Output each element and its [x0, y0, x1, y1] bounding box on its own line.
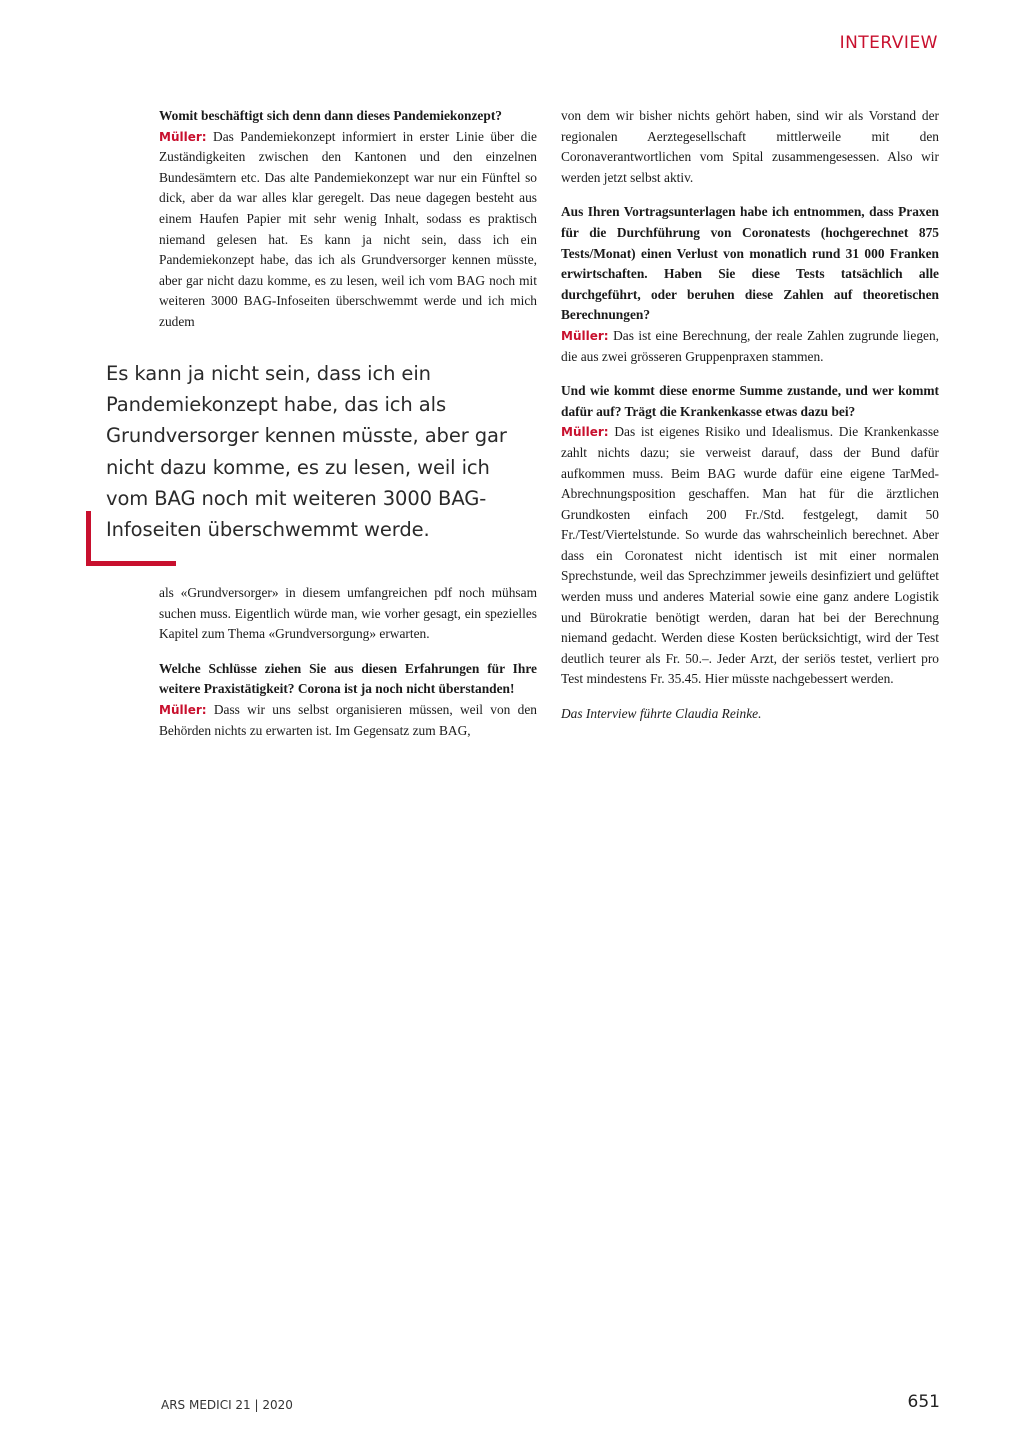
answer-2-continued: von dem wir bisher nichts gehört haben, sind wir als Vorstand der regionalen Aerztegesellschaft mittlerweile mit den Coronaverantwortlichen vom Spital zusammengesessen. Also wir werden jetzt selbst aktiv.: [561, 108, 939, 185]
right-column: [561, 106, 939, 739]
question-3: Aus Ihren Vortragsunterlagen habe ich entnommen, dass Praxen für die Durchführung von Coronatests (hochgerechnet 875 Tests/Monat) einen Verlust von monatlich rund 31 000 Franken erwirtschaften. Haben Sie diese Tests tatsächlich alle durchgeführt, oder beruhen diese Zahlen auf theoretischen Berechnungen?: [561, 204, 939, 323]
speaker-label: Müller:: [159, 129, 207, 144]
page-number: 651: [907, 1392, 940, 1412]
pull-quote-bracket-horizontal: [86, 561, 176, 566]
answer-1-continued: als «Grundversorger» in diesem umfangreichen pdf noch mühsam suchen muss. Eigentlich würde man, wie vorher gesagt, ein spezielles Kapitel zum Thema «Grundversorgung» erwarten.: [159, 585, 537, 642]
question-4: Und wie kommt diese enorme Summe zustande, und wer kommt dafür auf? Trägt die Krankenkasse etwas dazu bei?: [561, 383, 939, 419]
pull-quote-bracket-vertical: [86, 511, 91, 566]
speaker-label: Müller:: [561, 328, 609, 343]
interview-block-2: [159, 659, 537, 741]
interview-credit: Das Interview führte Claudia Reinke.: [561, 706, 762, 722]
left-column-top: [159, 106, 537, 347]
interview-block-3: [561, 202, 939, 367]
journal-footer: ARS MEDICI 21 | 2020: [161, 1398, 293, 1412]
section-label: INTERVIEW: [839, 33, 938, 53]
pull-quote: Es kann ja nicht sein, dass ich ein Pandemiekonzept habe, das ich als Grundversorger kennen müsste, aber gar nicht dazu komme, es zu lesen, weil ich vom BAG noch mit weiteren 3000 BAG-Infoseiten überschwemmt werde.: [106, 362, 507, 542]
answer-4: Das ist eigenes Risiko und Idealismus. Die Krankenkasse zahlt nichts dazu; sie verweist darauf, dass der Bund dafür aufkommen muss. Beim BAG wurde dafür eine eigene TarMed-Abrechnungsposition geschaffen. Man hat für die ärztlichen Grundkosten einfach 200 Fr./Std. festgelegt, damit 50 Fr./Test/Viertelstunde. So wurde das wahrscheinlich berechnet. Aber dass ein Coronatest nicht identisch ist mit einer normalen Sprechstunde, weil das Sprechzimmer jeweils desinfiziert und gelüftet werden muss und anderes Material sowie eine ganz andere Logistik und Bürokratie benötigt werden, daran hat bei der Berechnung niemand gedacht. Werden diese Kosten berücksichtigt, wird der Test deutlich teurer als Fr. 50.–. Jeder Arzt, der seriös testet, verliert pro Test mindestens Fr. 35.45. Hier müsste nachgebessert werden.: [561, 424, 939, 687]
speaker-label: Müller:: [159, 702, 207, 717]
question-2: Welche Schlüsse ziehen Sie aus diesen Erfahrungen für Ihre weitere Praxistätigkeit? Corona ist ja noch nicht überstanden!: [159, 660, 537, 697]
interview-block-4: [561, 381, 939, 690]
answer-1: Das Pandemiekonzept informiert in erster Linie über die Zuständigkeiten zwischen den Kantonen und den einzelnen Bundesämtern etc. Das alte Pandemiekonzept war nur ein Fünftel so dick, aber da war alles klar geregelt. Das neue dagegen besteht aus einem Haufen Papier mit sehr wenig Inhalt, sodass es praktisch niemand gelesen hat. Es kann ja nicht sein, dass ich ein Pandemiekonzept habe, das ich als Grundversorger kennen müsste, aber gar nicht dazu komme, es zu lesen, weil ich vom BAG noch mit weiteren 3000 BAG-Infoseiten überschwemmt werde und ich mich zudem: [159, 128, 537, 329]
question-1: Womit beschäftigt sich denn dann dieses Pandemiekonzept?: [159, 108, 502, 123]
interview-block-1: [159, 106, 537, 333]
speaker-label: Müller:: [561, 425, 609, 440]
answer-3: Das ist eine Berechnung, der reale Zahlen zugrunde liegen, die aus zwei grösseren Gruppenpraxen stammen.: [561, 327, 939, 364]
answer-2: Dass wir uns selbst organisieren müssen, weil von den Behörden nichts zu erwarten ist. Im Gegensatz zum BAG,: [159, 701, 537, 738]
left-column-bottom: [159, 583, 537, 755]
